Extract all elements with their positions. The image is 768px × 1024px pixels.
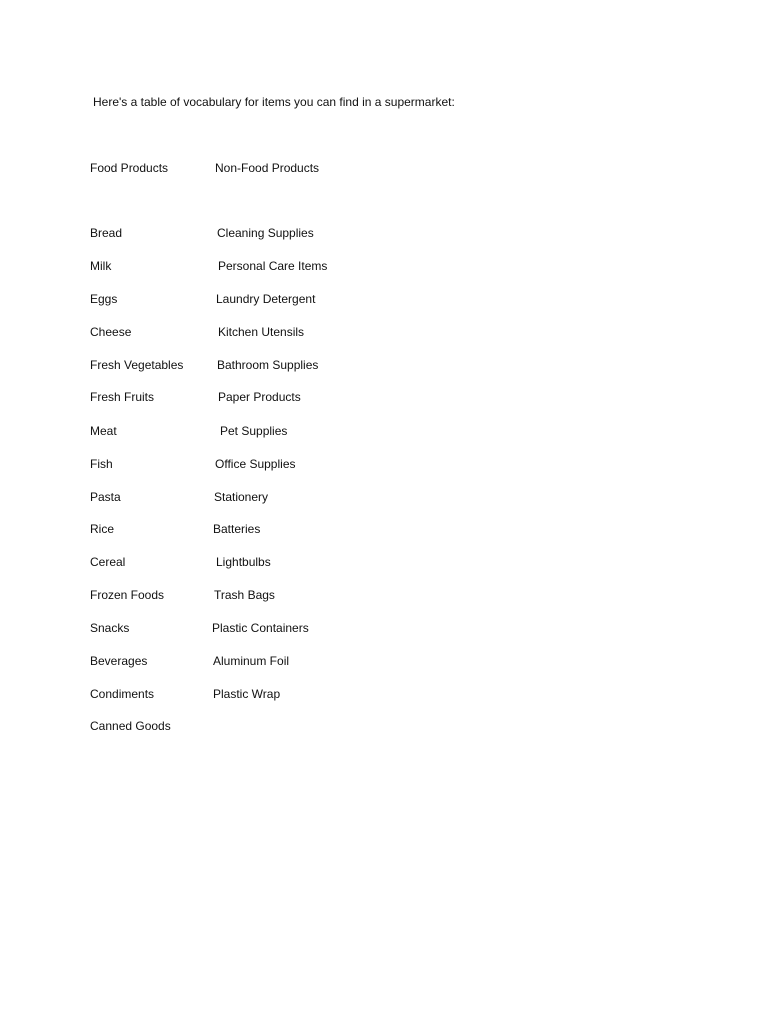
non-food-item: Plastic Containers — [212, 621, 309, 635]
non-food-item: Paper Products — [218, 390, 301, 404]
food-item: Condiments — [90, 687, 155, 701]
food-item: Snacks — [90, 621, 130, 635]
non-food-item: Stationery — [214, 490, 269, 504]
non-food-item: Aluminum Foil — [213, 654, 290, 668]
food-item: Fresh Fruits — [90, 390, 155, 404]
food-item: Eggs — [90, 292, 118, 306]
non-food-column-header: Non-Food Products — [215, 161, 320, 175]
food-item: Fish — [90, 457, 113, 471]
food-item: Cereal — [90, 555, 126, 569]
food-item: Meat — [90, 424, 117, 438]
non-food-item: Bathroom Supplies — [217, 358, 319, 372]
food-column-header: Food Products — [90, 161, 169, 175]
non-food-item: Kitchen Utensils — [218, 325, 305, 339]
non-food-item: Lightbulbs — [216, 555, 271, 569]
food-item: Cheese — [90, 325, 132, 339]
non-food-item: Plastic Wrap — [213, 687, 281, 701]
non-food-item: Trash Bags — [214, 588, 275, 602]
non-food-item: Batteries — [213, 522, 261, 536]
food-item: Canned Goods — [90, 719, 171, 733]
food-item: Fresh Vegetables — [90, 358, 184, 372]
food-item: Rice — [90, 522, 115, 536]
non-food-item: Pet Supplies — [220, 424, 288, 438]
non-food-item: Laundry Detergent — [216, 292, 316, 306]
food-item: Beverages — [90, 654, 148, 668]
food-item: Frozen Foods — [90, 588, 165, 602]
food-item: Bread — [90, 226, 123, 240]
food-item: Milk — [90, 259, 112, 273]
non-food-item: Office Supplies — [215, 457, 296, 471]
non-food-item: Personal Care Items — [218, 259, 328, 273]
food-item: Pasta — [90, 490, 121, 504]
non-food-item: Cleaning Supplies — [217, 226, 314, 240]
intro-text: Here's a table of vocabulary for items you can find in a supermarket: — [93, 95, 455, 109]
